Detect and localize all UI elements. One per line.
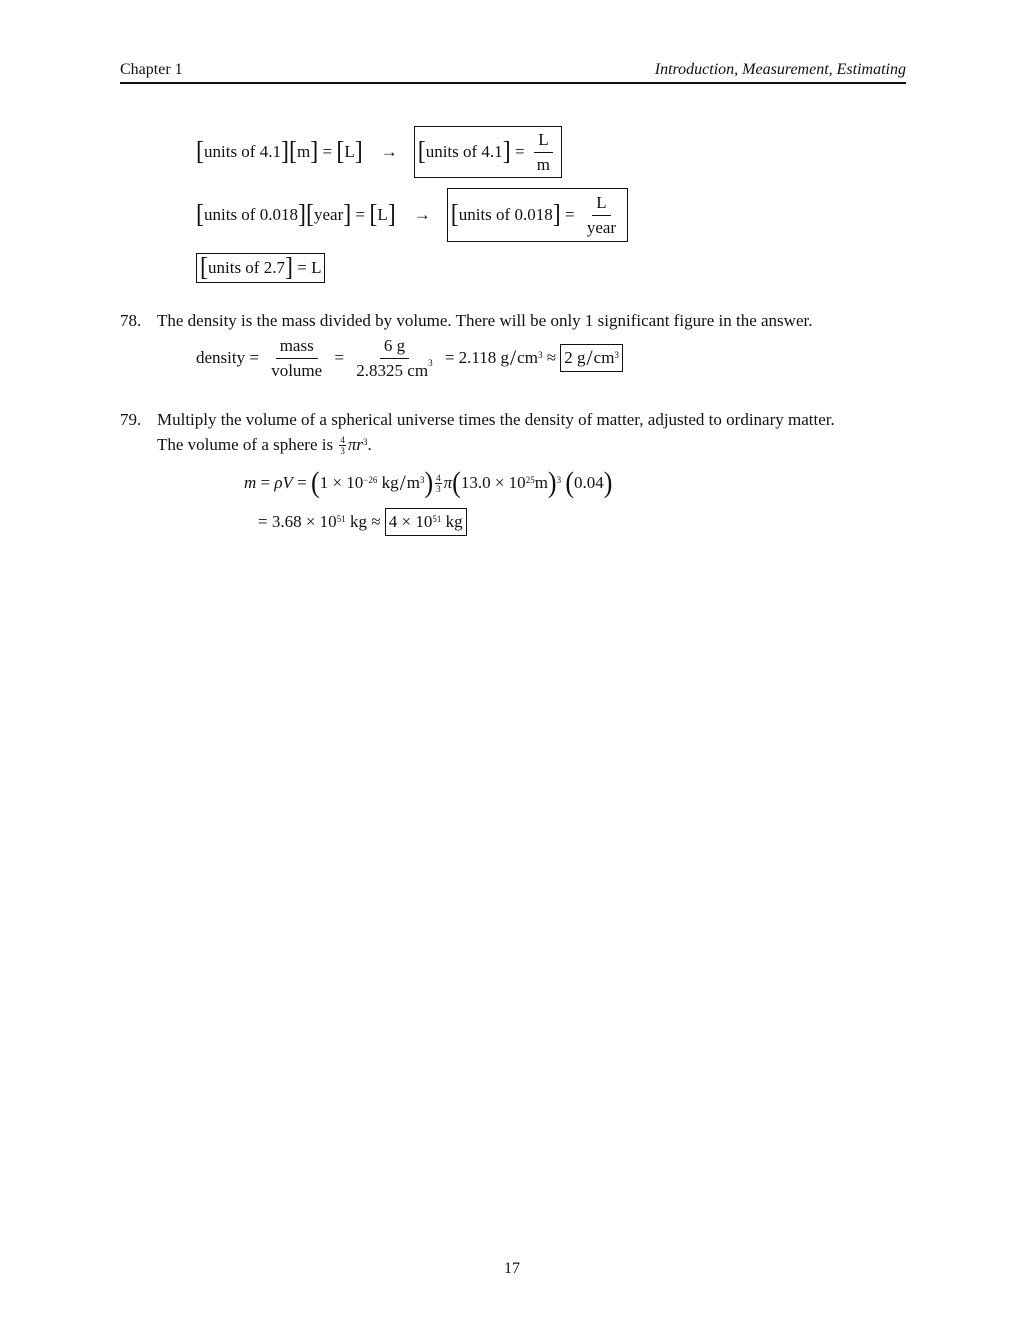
fraction: $\frac{6 g}{2.8325 cm^3}$	[356, 335, 433, 380]
problem-number: 78.	[120, 311, 142, 330]
mass-equation-line-2: = 3.68 × 10 $^{51}$ kg ≈ 4 × 10 $^{51}$ kg	[258, 508, 467, 536]
units-term: units of 0.018	[204, 205, 298, 224]
boxed-result: [ units of 0.018 ] = $\frac{L}{\text{year}}$	[447, 188, 628, 242]
units-term: units of 2.7	[208, 258, 285, 277]
units-term: units of 4.1	[425, 142, 503, 161]
arrow-icon: →	[380, 142, 398, 161]
units-equation-row-1: [ units of 4.1 ] [ m ] = [ L ] → [ units of 4.1 ] = $\frac{L}{m}$	[196, 126, 562, 178]
problem-text: The density is the mass divided by volume. There will be only 1 significant figure in the answer.	[157, 311, 813, 330]
sphere-volume-text: The volume of a sphere is $\frac{4}{3}$ πr $^3$ .	[157, 434, 372, 456]
boxed-result: [ units of 4.1 ] = $\frac{L}{m}$	[414, 126, 562, 178]
units-term: L	[377, 205, 388, 224]
problem-79	[120, 410, 835, 430]
units-term: year	[313, 205, 344, 224]
chapter-label: Chapter 1	[120, 61, 183, 78]
density-equation: density = $\frac{\text{mass}}{\text{volume}}$ = $\frac{6 g}{2.8325 cm^3}$ = 2.118 g / cm $^3$ ≈ 2 g / cm $^3$	[196, 334, 623, 382]
page-number: 17	[504, 1260, 520, 1277]
fraction: $\frac{4}{3}$	[436, 472, 441, 494]
boxed-result: 4 × 10 $^{51}$ kg	[385, 508, 467, 536]
chapter-title: Introduction, Measurement, Estimating	[654, 61, 906, 78]
units-term: m	[296, 142, 311, 161]
problem-78	[120, 311, 812, 331]
mass-equation-line-1: m = ρV = ( 1 × 10 $^{-26}$ kg / m $^3$ ) $\frac{4}{3}$ π ( 13.0 × 10 $^{25}$ m ) $^3$ ( 0.04 )	[244, 465, 613, 500]
units-equation-row-2: [ units of 0.018 ] [ year ] = [ L ] → [ units of 0.018 ] = $\frac{L}{\text{year}}$	[196, 188, 628, 242]
units-term: units of 0.018	[458, 205, 553, 224]
units-term: units of 4.1	[204, 142, 281, 161]
problem-text: Multiply the volume of a spherical universe times the density of matter, adjusted to ordinary matter.	[157, 410, 835, 429]
units-equation-row-3	[196, 253, 325, 283]
fraction: $\frac{4}{3}$	[340, 434, 345, 456]
problem-number: 79.	[120, 410, 142, 429]
boxed-result: 2 g / cm $^3$	[560, 344, 623, 372]
fraction: $\frac{\text{mass}}{\text{volume}}$	[271, 335, 323, 380]
boxed-result: [ units of 2.7 ] = L	[196, 253, 325, 283]
fraction: $\frac{L}{\text{year}}$	[586, 192, 617, 237]
arrow-icon: →	[413, 205, 431, 224]
fraction: $\frac{L}{m}$	[533, 130, 554, 175]
units-term: L	[344, 142, 355, 161]
page-header	[120, 60, 906, 84]
